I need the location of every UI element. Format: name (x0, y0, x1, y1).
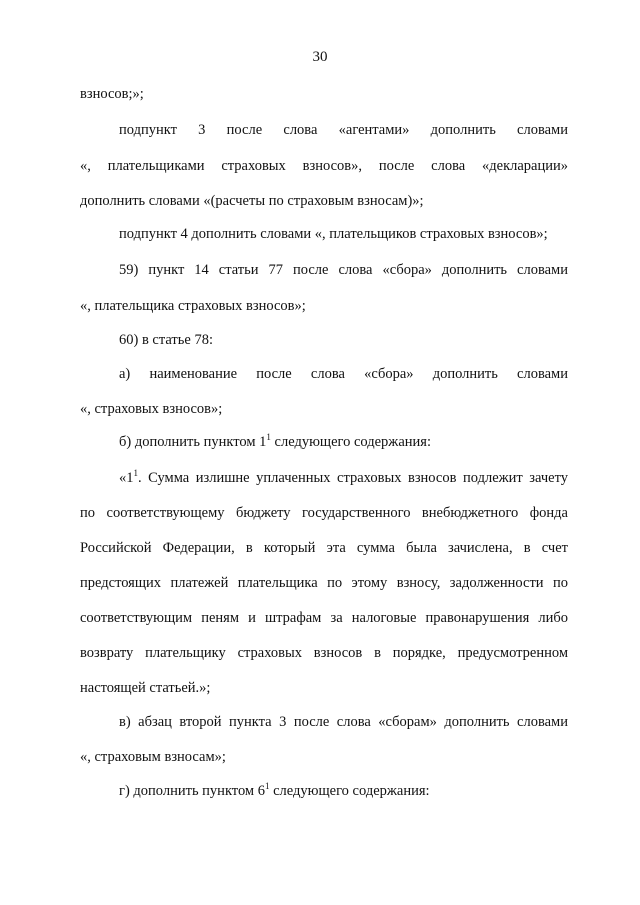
superscript: 1 (133, 468, 138, 478)
text-line: в) абзац второй пункта 3 после слова «сборам» дополнить словами (119, 714, 568, 730)
text-line: взносов;»; (80, 86, 144, 102)
page-number: 30 (312, 49, 328, 65)
text-line (119, 782, 568, 800)
text-line: настоящей статьей.»; (80, 680, 211, 696)
text-fragment: б) дополнить пунктом 1 (119, 434, 267, 450)
text-line: возврату плательщику страховых взносов в порядке, предусмотренном (80, 645, 568, 661)
superscript: 1 (266, 432, 271, 442)
text-fragment: г) дополнить пунктом 6 (119, 783, 265, 799)
text-line: соответствующим пеням и штрафам за налоговые правонарушения либо (80, 610, 568, 626)
text-line: Российской Федерации, в который эта сумма была зачислена, в счет (80, 540, 568, 556)
text-fragment: следующего содержания: (274, 434, 431, 450)
text-line: дополнить словами «(расчеты по страховым взносам)»; (80, 193, 424, 209)
text-fragment: «1 (119, 470, 134, 486)
text-line: подпункт 4 дополнить словами «, плательщиков страховых взносов»; (119, 226, 548, 242)
text-fragment: . Сумма излишне уплаченных страховых взносов подлежит зачету (138, 470, 568, 486)
superscript: 1 (264, 781, 270, 791)
text-line: «, плательщиками страховых взносов», после слова «декларации» (80, 158, 568, 174)
text-line (119, 433, 568, 451)
text-line: по соответствующему бюджету государственного внебюджетного фонда (80, 505, 568, 521)
text-line: 59) пункт 14 статьи 77 после слова «сбора» дополнить словами (119, 262, 568, 278)
text-line: а) наименование после слова «сбора» дополнить словами (119, 366, 568, 382)
text-fragment: следующего содержания: (273, 783, 430, 799)
text-line: «, страховым взносам»; (80, 749, 226, 765)
text-line: подпункт 3 после слова «агентами» дополнить словами (119, 122, 568, 138)
text-line: предстоящих платежей плательщика по этому взносу, задолженности по (80, 575, 568, 591)
text-line: «, плательщика страховых взносов»; (80, 298, 306, 314)
text-line: 60) в статье 78: (119, 332, 213, 348)
text-line (119, 469, 568, 487)
text-line: «, страховых взносов»; (80, 401, 223, 417)
